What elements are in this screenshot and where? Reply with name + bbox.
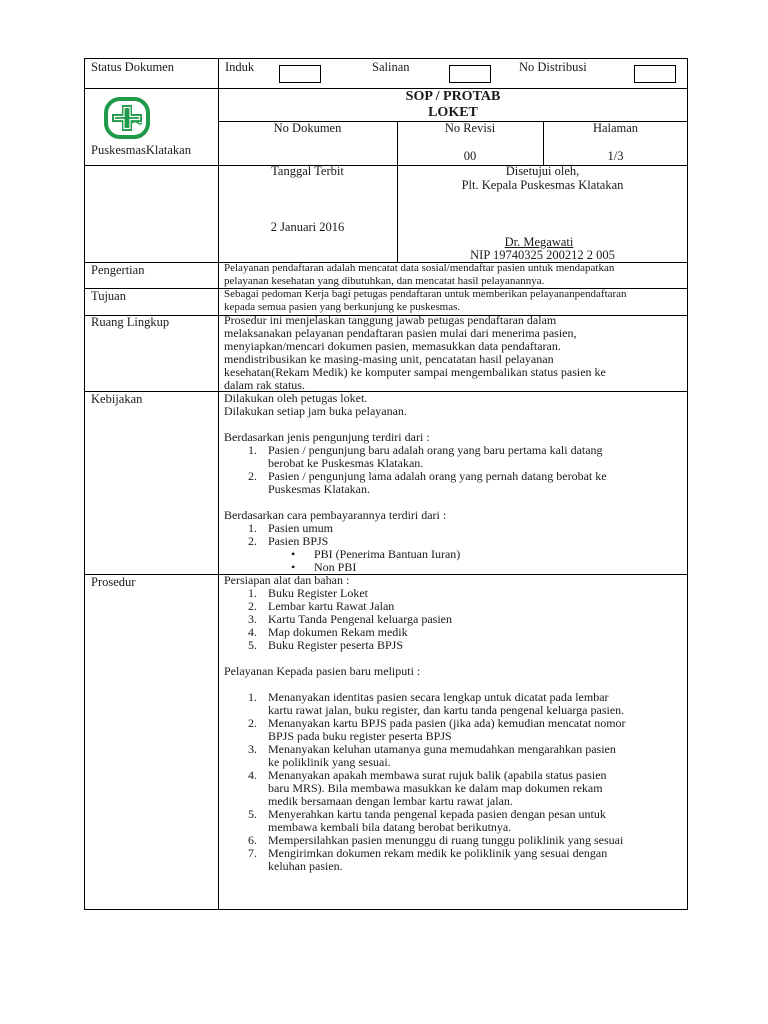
text-line: dalam rak status. [224, 378, 305, 392]
text-line: Dilakukan setiap jam buka pelayanan. [224, 404, 407, 418]
text-line: pelayanan kesehatan yang dibutuhkan, dan mencatat hasil pelayanannya. [224, 275, 545, 287]
list-text: Pasien / pengunjung lama adalah orang yang pernah datang berobat ke [268, 469, 607, 483]
status-dokumen-label: Status Dokumen [91, 60, 174, 74]
text-line: Dilakukan oleh petugas loket. [224, 391, 368, 405]
no-dokumen-label: No Dokumen [273, 121, 342, 135]
no-distribusi-label: No Distribusi [519, 60, 587, 74]
list-number: 2. [248, 716, 257, 730]
section-label-kebijakan: Kebijakan [91, 392, 143, 406]
list-text: Puskesmas Klatakan. [268, 482, 370, 496]
tanggal-terbit-label: Tanggal Terbit [271, 164, 344, 178]
column-divider [218, 58, 219, 910]
list-item [224, 717, 684, 743]
section-kebijakan [224, 392, 684, 574]
section-ruang-lingkup [224, 314, 684, 392]
list-number: 7. [248, 846, 257, 860]
list-text: keluhan pasien. [268, 859, 343, 873]
induk-box [279, 65, 321, 83]
salinan-label: Salinan [372, 60, 410, 74]
list-number: 1. [248, 586, 257, 600]
list-text: Buku Register Loket [268, 586, 368, 600]
list-text: Pasien / pengunjung baru adalah orang yang baru pertama kali datang [268, 443, 603, 457]
list-text: berobat ke Puskesmas Klatakan. [268, 456, 424, 470]
list-heading: Persiapan alat dan bahan : [224, 573, 350, 587]
document-subtitle: LOKET [428, 105, 478, 120]
list-item [224, 444, 684, 470]
tanggal-terbit-value: 2 Januari 2016 [270, 220, 345, 234]
list-heading: Pelayanan Kepada pasien baru meliputi : [224, 664, 421, 678]
list-text: Lembar kartu Rawat Jalan [268, 599, 395, 613]
list-number: 3. [248, 612, 257, 626]
list-text: kartu rawat jalan, buku register, dan kartu tanda pengenal keluarga pasien. [268, 703, 625, 717]
list-text: membawa kembali bila datang berobat berikutnya. [268, 820, 512, 834]
list-text: Kartu Tanda Pengenal keluarga pasien [268, 612, 452, 626]
list-item [224, 691, 684, 717]
section-prosedur [224, 574, 684, 873]
bullet-item: • Non PBI [224, 561, 684, 574]
document-title: SOP / PROTAB [405, 89, 501, 104]
approver-title: Plt. Kepala Puskesmas Klatakan [461, 178, 624, 192]
list-text: BPJS pada buku register peserta BPJS [268, 729, 452, 743]
list-heading: Berdasarkan cara pembayarannya terdiri dari : [224, 508, 447, 522]
section-tujuan [224, 288, 684, 314]
halaman-value: 1/3 [607, 149, 624, 163]
no-revisi-value: 00 [463, 149, 477, 163]
salinan-box [449, 65, 491, 83]
list-text: Pasien umum [268, 521, 333, 535]
approver-name-text: Dr. Megawati [504, 235, 574, 249]
list-text: Pasien BPJS [268, 534, 329, 548]
section-label-pengertian: Pengertian [91, 263, 145, 277]
section-pengertian [224, 262, 684, 288]
list-item [224, 743, 684, 769]
list-number: 1. [248, 443, 257, 457]
list-text: ke poliklinik yang sesuai. [268, 755, 391, 769]
halaman-label: Halaman [592, 121, 639, 135]
list-text: medik bersamaan dengan lembar kartu rawat jalan. [268, 794, 513, 808]
approver-nip: NIP 19740325 200212 2 005 [470, 248, 615, 262]
list-item [224, 639, 684, 652]
section-label-ruang-lingkup: Ruang Lingkup [91, 315, 170, 329]
list-text: Map dokumen Rekam medik [268, 625, 408, 639]
text-line: kesehatan(Rekam Medik) ke komputer sampai mengembalikan status pasien ke [224, 365, 606, 379]
list-text: Buku Register peserta BPJS [268, 638, 403, 652]
list-text: Menanyakan identitas pasien secara lengkap untuk dicatat pada lembar [268, 690, 609, 704]
list-heading: Berdasarkan jenis pengunjung terdiri dari : [224, 430, 430, 444]
text-line: Sebagai pedoman Kerja bagi petugas pendaftaran untuk memberikan pelayananpendaftaran [224, 288, 627, 300]
induk-label: Induk [225, 60, 255, 74]
text-line: melaksanakan pelayanan pendaftaran pasien mulai dari menerima pasien, [224, 326, 577, 340]
no-revisi-label: No Revisi [444, 121, 496, 135]
list-item [224, 769, 684, 808]
list-text: baru MRS). Bila membawa masukkan ke dalam map dokumen rekam [268, 781, 603, 795]
list-item [224, 470, 684, 496]
section-label-tujuan: Tujuan [91, 289, 126, 303]
approver-name [397, 235, 681, 249]
list-text: Mengirimkan dokumen rekam medik ke poliklinik yang sesuai dengan [268, 846, 608, 860]
text-line: kepada semua pasien yang berkunjung ke puskesmas. [224, 301, 461, 313]
list-number: 2. [248, 469, 257, 483]
list-number: 1. [248, 690, 257, 704]
list-text: Menanyakan keluhan utamanya guna memudahkan mengarahkan pasien [268, 742, 616, 756]
list-number: 4. [248, 768, 257, 782]
text-line: Pelayanan pendaftaran adalah mencatat data sosial/mendaftar pasien untuk mendapatkan [224, 262, 615, 274]
text-line: menyiapkan/mencari dokumen pasien, memasukkan data pendaftaran. [224, 339, 561, 353]
list-number: 2. [248, 534, 257, 548]
list-number: 5. [248, 638, 257, 652]
list-number: 2. [248, 599, 257, 613]
list-number: 5. [248, 807, 257, 821]
puskesmas-logo-icon [103, 96, 151, 140]
list-text: Mempersilahkan pasien menunggu di ruang tunggu poliklinik yang sesuai [268, 833, 624, 847]
list-number: 4. [248, 625, 257, 639]
section-label-prosedur: Prosedur [91, 575, 136, 589]
row-divider [84, 88, 688, 89]
list-item [224, 847, 684, 873]
text-line: Prosedur ini menjelaskan tanggung jawab petugas pendaftaran dalam [224, 313, 557, 327]
approval-label: Disetujui oleh, [505, 164, 580, 178]
text-line: mendistribusikan ke masing-masing unit, pencatatan hasil pelayanan [224, 352, 554, 366]
list-number: 3. [248, 742, 257, 756]
organization-name: PuskesmasKlatakan [91, 143, 191, 157]
no-distribusi-box [634, 65, 676, 83]
list-text: Menanyakan kartu BPJS pada pasien (jika ada) kemudian mencatat nomor [268, 716, 626, 730]
list-text: Menanyakan apakah membawa surat rujuk balik (apabila status pasien [268, 768, 607, 782]
list-number: 6. [248, 833, 257, 847]
bullet-item: • PBI (Penerima Bantuan Iuran) [224, 548, 684, 561]
list-number: 1. [248, 521, 257, 535]
list-item [224, 808, 684, 834]
list-text: Menyerahkan kartu tanda pengenal kepada pasien dengan pesan untuk [268, 807, 606, 821]
